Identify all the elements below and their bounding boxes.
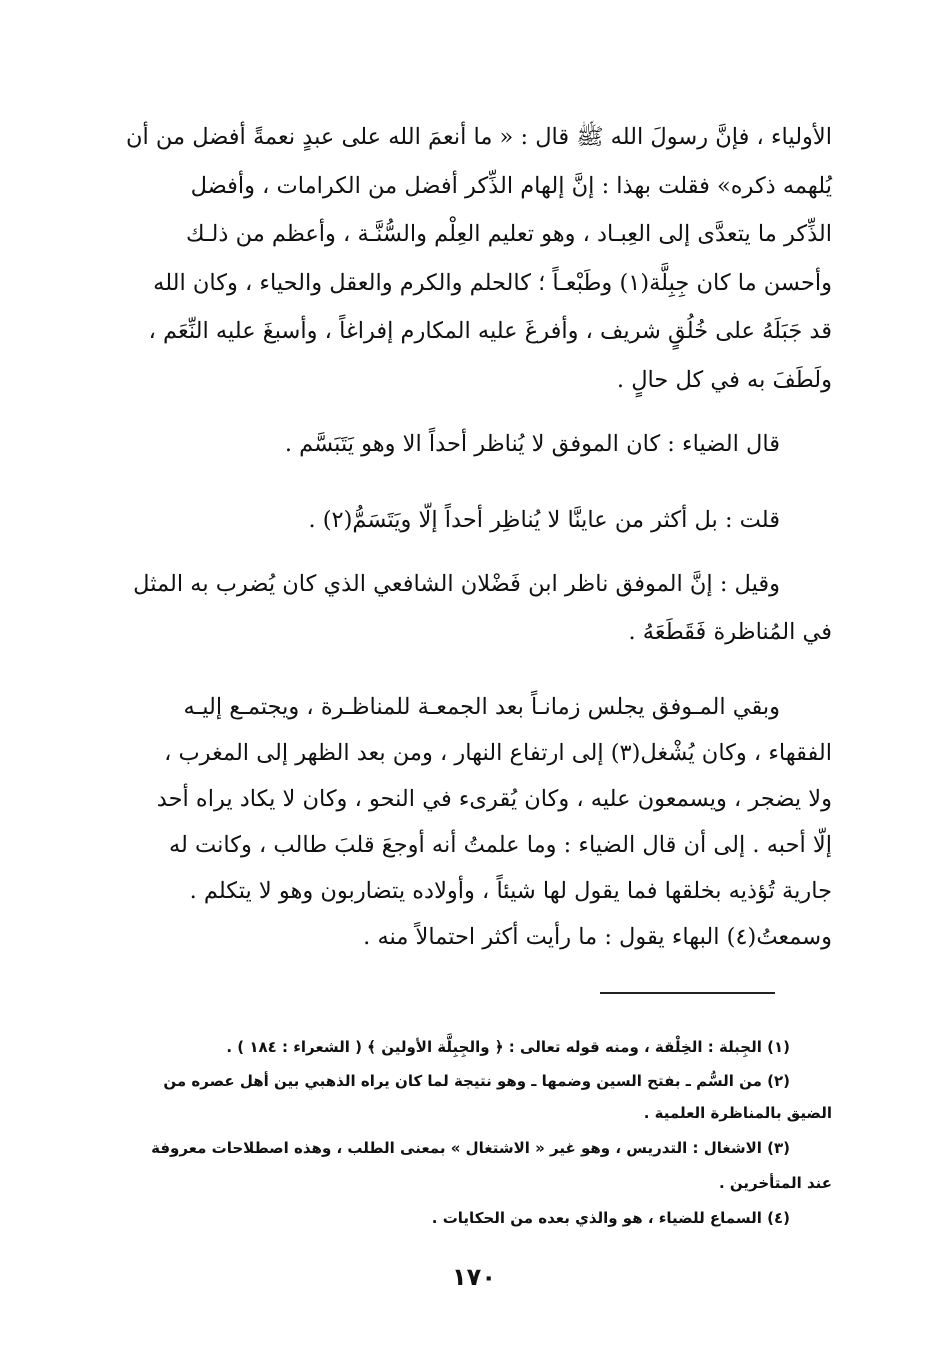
text-line: وبقي المـوفق يجلس زمانـاً بعد الجمعـة للمناظـرة ، ويجتمـع إليـه	[183, 694, 780, 720]
text-line: وسمعتُ(٤) البهاء يقول : ما رأيت أكثر احتمالاً منه .	[363, 924, 832, 950]
footnotes	[112, 1030, 832, 1238]
text-line: الفقهاء ، وكان يُشْغل(٣) إلى ارتفاع النهار ، ومن بعد الظهر إلى المغرب ،	[164, 740, 832, 766]
footnote-2-cont: الضيق بالمناظرة العلمية .	[643, 1104, 832, 1122]
text-line: في المُناظرة فَقَطَعَهُ .	[628, 619, 832, 645]
footnote-3-cont: عند المتأخرين .	[718, 1174, 832, 1192]
text-line: إلّا أحبه . إلى أن قال الضياء : وما علمتُ أنه أوجعَ قلبَ طالب ، وكانت له	[168, 832, 832, 858]
text-line: ولا يضجر ، ويسمعون عليه ، وكان يُقرىء في النحو ، وكان لا يكاد يراه أحد	[156, 786, 832, 812]
footnote-2: (٢) من السُّم ـ بفتح السين وضمها ـ وهو نتيجة لما كان يراه الذهبي بين أهل عصره من	[163, 1072, 790, 1090]
text-line: قد جَبَلَهُ على خُلُقٍ شريف ، وأفرغَ عليه المكارم إفراغاً ، وأسبغَ عليه النِّعَم ،	[148, 318, 832, 344]
paragraph-2	[112, 420, 832, 468]
footnote-1: (١) الجِبلة : الخِلْقة ، ومنه قوله تعالى : ﴿ والجِبِلَّة الأولين ﴾ ( الشعراء : ١٨٤ ) .	[226, 1038, 790, 1056]
text-line: قال الضياء : كان الموفق لا يُناظر أحداً الا وهو يَتَبَسَّم .	[284, 431, 780, 457]
text-line: وأحسن ما كان جِبِلَّة(١) وطَبْعـاً ؛ كالحلم والكرم والعقل والحياء ، وكان الله	[153, 269, 832, 296]
text-line: جارية تُؤذيه بخلقها فما يقول لها شيئاً ، وأولاده يتضاربون وهو لا يتكلم .	[189, 878, 832, 904]
footnote-separator	[600, 992, 775, 994]
text-line: ولَطَفَ به في كل حالٍ .	[616, 366, 832, 393]
footnote-4: (٤) السماع للضياء ، هو والذي بعده من الحكايات .	[431, 1209, 790, 1227]
paragraph-1	[112, 113, 832, 404]
text-line: يُلهمه ذكره» فقلت بهذا : إنَّ إلهام الذِّكر أفضل من الكرامات ، وأفضل	[190, 172, 832, 199]
text-line: قلت : بل أكثر من عاينَّا لا يُناظِر أحداً إلّا ويَتَسَمُّ(٢) .	[308, 507, 780, 533]
paragraph-3	[112, 496, 832, 544]
text-line: الأولياء ، فإنَّ رسولَ الله ﷺ قال : « ما أنعمَ الله على عبدٍ نعمةً أفضل من أن	[125, 124, 832, 150]
text-line: الذِّكر ما يتعدَّى إلى العِبـاد ، وهو تعليم العِلْم والسُّنَّـة ، وأعظم من ذلـك	[186, 221, 832, 247]
footnote-3: (٣) الاشغال : التدريس ، وهو غير « الاشتغال » بمعنى الطلب ، وهذه اصطلاحات معروفة	[151, 1139, 790, 1157]
text-line: وقيل : إنَّ الموفق ناظر ابن فَضْلان الشافعي الذي كان يُضرب به المثل	[133, 571, 780, 597]
paragraph-5	[112, 684, 832, 960]
paragraph-4	[112, 560, 832, 656]
page-number: ١٧٠	[452, 1263, 496, 1291]
